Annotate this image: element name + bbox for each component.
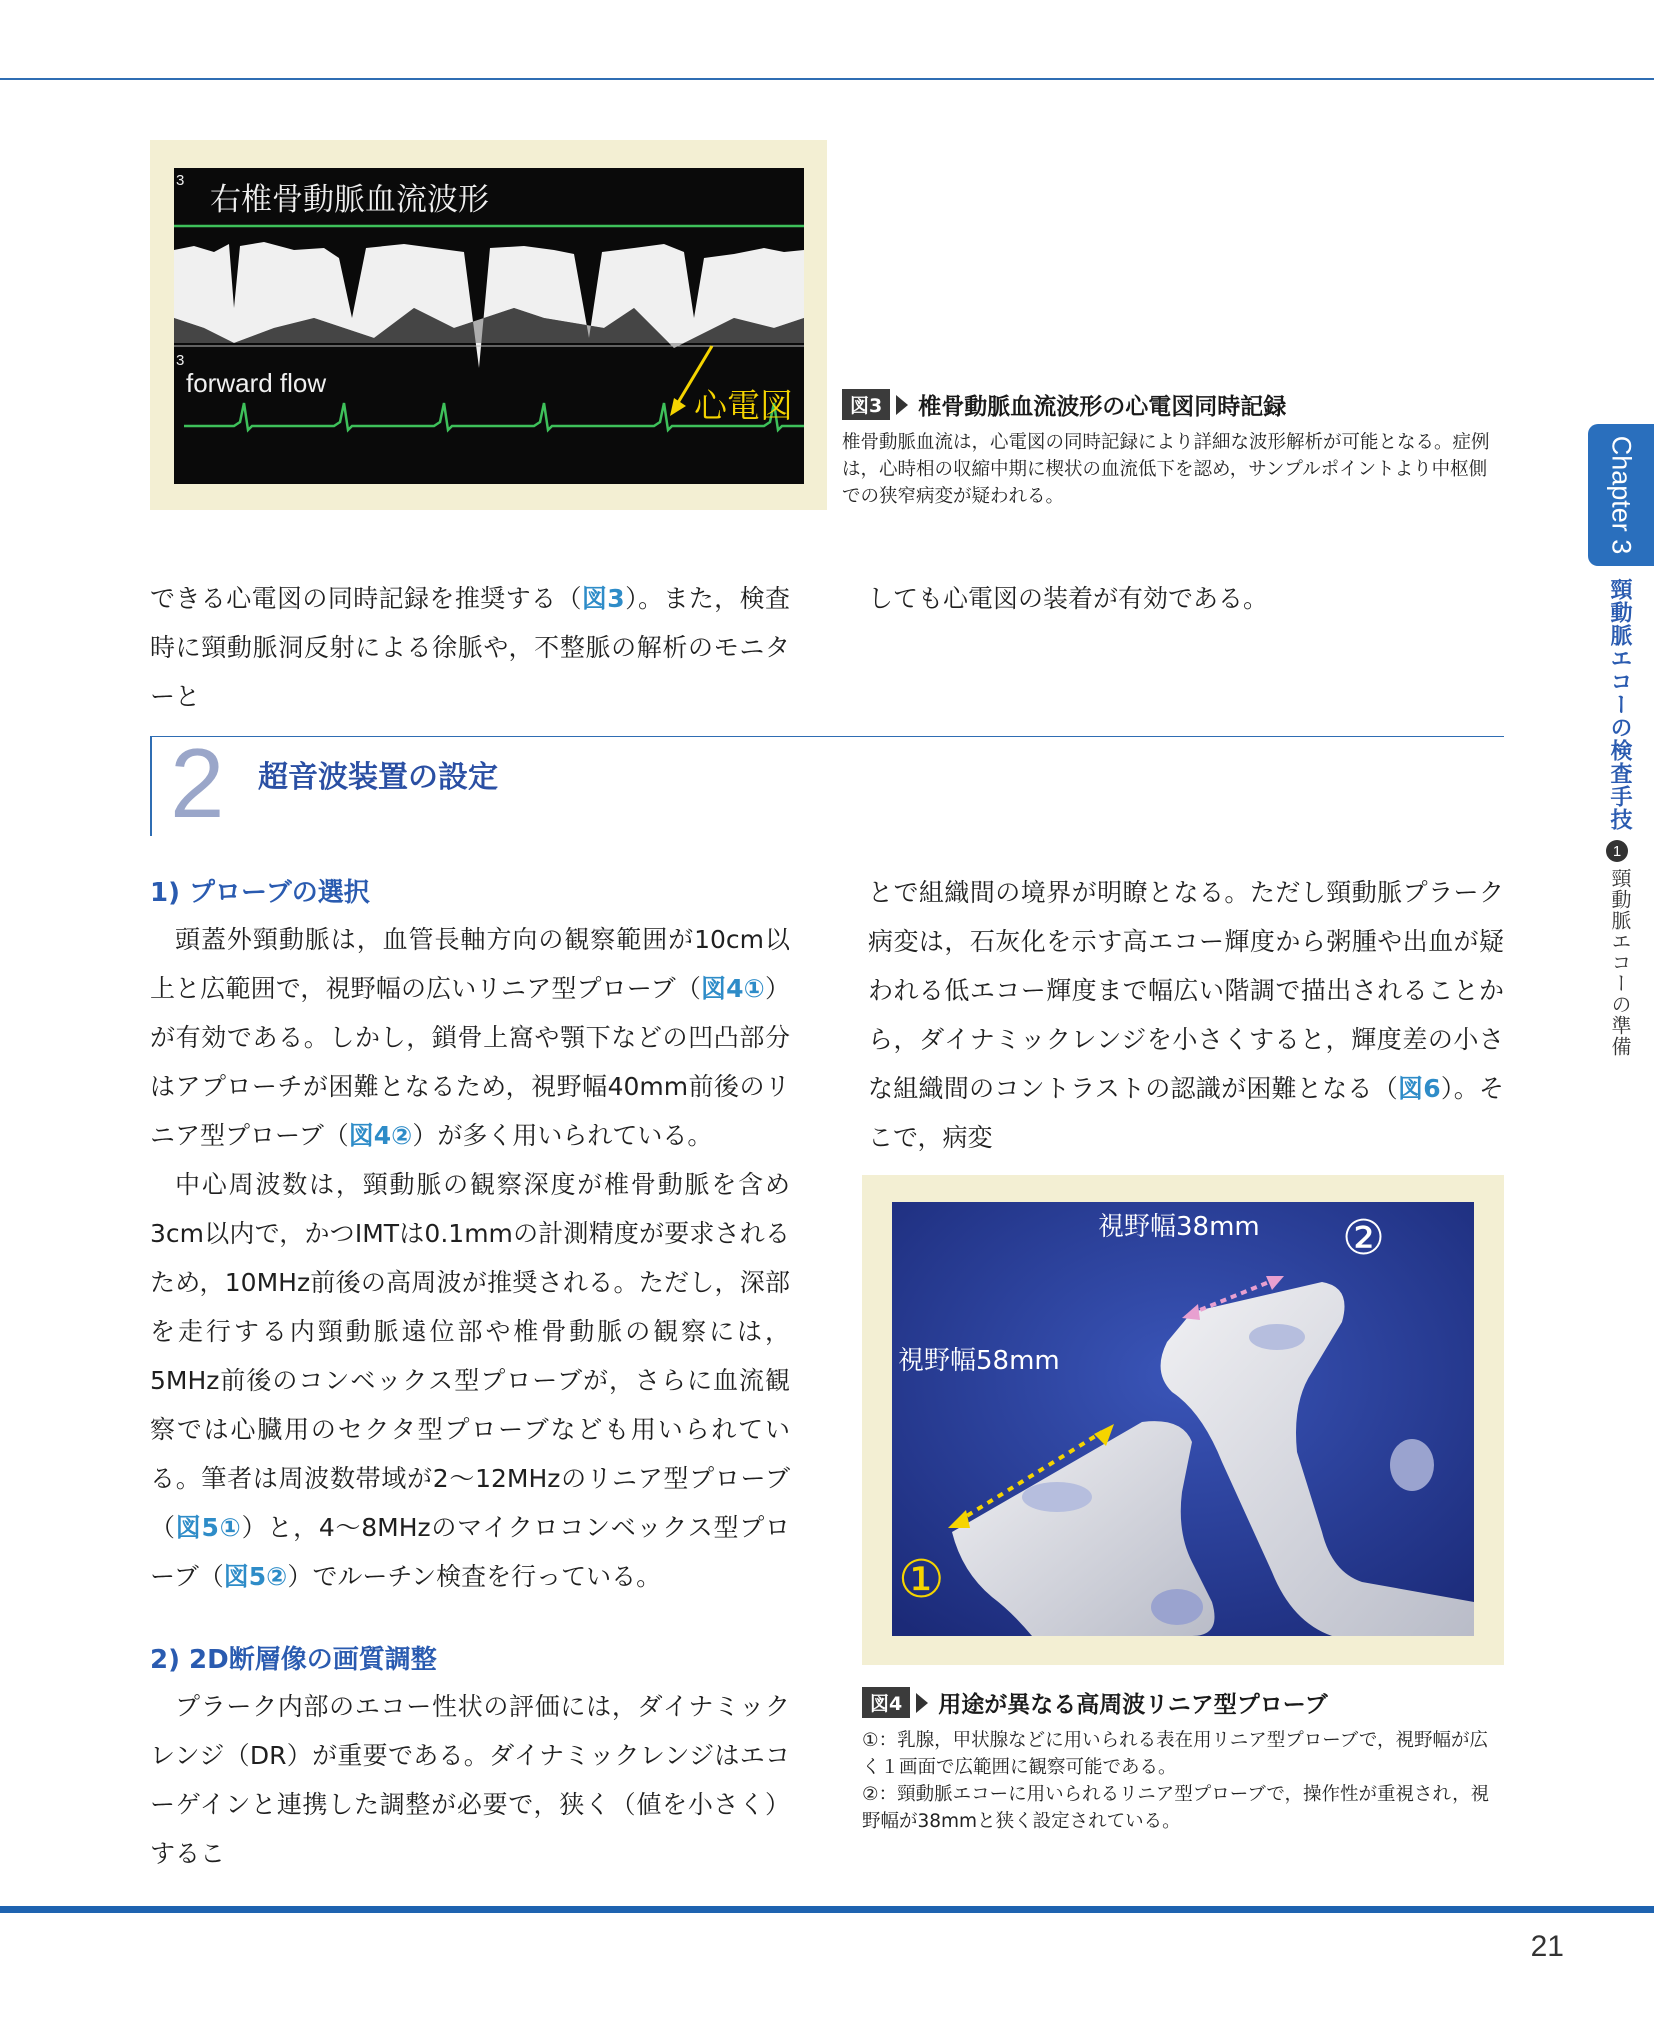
figure4-caption-line2: ②：頸動脈エコーに用いられるリニア型プローブで，操作性が重視され，視野幅が38mmと狭く設定されている。 — [862, 1784, 1490, 1832]
figure5-1-ref-link[interactable]: 図5① — [175, 1513, 242, 1542]
section-title: 超音波装置の設定 — [258, 760, 498, 795]
figure3-doppler-image — [174, 168, 804, 484]
figure3-caption-title: 椎骨動脈血流波形の心電図同時記録 — [918, 394, 1287, 420]
section-title-vertical: 頸動脈エコーの準備 — [1608, 868, 1632, 1057]
figure6-ref-link[interactable]: 図6 — [1397, 1074, 1441, 1103]
section-bar — [150, 736, 152, 836]
caret-right-icon — [896, 395, 908, 415]
figure4-caption-title: 用途が異なる高周波リニア型プローブ — [938, 1692, 1328, 1718]
bottom-rule — [0, 1906, 1654, 1913]
figure4-1-ref-link[interactable]: 図4① — [700, 974, 765, 1003]
intro-left-paragraph: できる心電図の同時記録を推奨する（図3）。また，検査時に頸動脈洞反射による徐脈や，不整脈の解析のモニターと — [150, 584, 790, 711]
figure4-probe-photo — [892, 1202, 1474, 1636]
section-rule — [150, 736, 1504, 737]
marker-2: ② — [1342, 1210, 1386, 1266]
left-column — [150, 872, 790, 1878]
figure4-2-ref-link[interactable]: 図4② — [348, 1121, 413, 1150]
figure3-image-title: 右椎骨動脈血流波形 — [210, 182, 489, 218]
figure4-caption-heading — [862, 1686, 1504, 1719]
label-view-width-58: 視野幅58mm — [898, 1346, 1060, 1376]
figure3-caption-body: 椎骨動脈血流は，心電図の同時記録により詳細な波形解析が可能となる。症例は，心時相の収縮中期に楔状の血流低下を認め，サンプルポイントより中枢側での狭窄病変が疑われる。 — [842, 432, 1490, 507]
right-column-paragraph: とで組織間の境界が明瞭となる。ただし頸動脈プラーク病変は，石灰化を示す高エコー輝度から粥腫や出血が疑われる低エコー輝度まで幅広い階調で描出されることから，ダイナミックレンジを小さくすると，輝度差の小さな組織間のコントラストの認識が困難となる（図6）。そこで，病変 — [868, 878, 1504, 1152]
chapter-tab[interactable] — [1588, 424, 1654, 566]
ecg-label: 心電図 — [694, 386, 793, 425]
chapter-label: Chapter 3 — [1606, 435, 1637, 555]
section-number: 2 — [170, 728, 225, 838]
forward-flow-label: forward flow — [186, 368, 327, 398]
tick-label-top: 3 — [176, 172, 185, 189]
chapter-title-vertical: 頸動脈エコーの検査手技 — [1607, 578, 1632, 831]
subsection2-paragraph1: プラーク内部のエコー性状の評価には，ダイナミックレンジ（DR）が重要である。ダイナミックレンジはエコーゲインと連携した調整が必要で，狭く（値を小さく）するこ — [150, 1692, 790, 1868]
label-view-width-38: 視野幅38mm — [1098, 1212, 1260, 1242]
section-number-badge: 1 — [1606, 840, 1628, 862]
page-number: 21 — [1530, 1930, 1564, 1963]
figure4-badge: 図4 — [862, 1687, 910, 1718]
subsection1-paragraph1: 頭蓋外頸動脈は，血管長軸方向の観察範囲が10cm以上と広範囲で，視野幅の広いリニア型プローブ（図4①）が有効である。しかし，鎖骨上窩や顎下などの凹凸部分はアプローチが困難となるため，視野幅40mm前後のリニア型プローブ（図4②）が多く用いられている。 — [150, 925, 791, 1150]
subsection2-heading: 2) 2D断層像の画質調整 — [150, 1645, 437, 1675]
figure3-ref-link[interactable]: 図3 — [581, 584, 625, 613]
figure4-caption-line1: ①：乳腺，甲状腺などに用いられる表在用リニア型プローブで，視野幅が広く１画面で広範囲に観察可能である。 — [862, 1730, 1488, 1778]
figure3-caption-heading — [842, 388, 1502, 421]
marker-1: ① — [898, 1550, 945, 1610]
figure3-caption — [842, 388, 1502, 510]
tick-label-mid: 3 — [176, 352, 185, 369]
figure5-2-ref-link[interactable]: 図5② — [223, 1562, 288, 1591]
probes-illustration — [892, 1202, 1474, 1636]
top-rule — [0, 78, 1654, 80]
intro-right-paragraph: しても心電図の装着が有効である。 — [868, 584, 1269, 613]
subsection1-paragraph2: 中心周波数は，頸動脈の観察深度が椎骨動脈を含め3cm以内で，かつIMTは0.1mmの計測精度が要求されるため，10MHz前後の高周波が推奨される。ただし，深部を走行する内頸動脈遠位部や椎骨動脈の観察には，5MHz前後のコンベックス型プローブが，さらに血流観察では心臓用のセクタ型プローブなども用いられている。筆者は周波数帯域が2～12MHzのリニア型プローブ（図5①）と，4～8MHzのマイクロコンベックス型プローブ（図5②）でルーチン検査を行っている。 — [150, 1170, 790, 1591]
figure4-caption — [862, 1686, 1504, 1835]
figure3-badge: 図3 — [842, 389, 890, 420]
subsection1-heading: 1) プローブの選択 — [150, 878, 370, 908]
caret-right-icon — [916, 1693, 928, 1713]
